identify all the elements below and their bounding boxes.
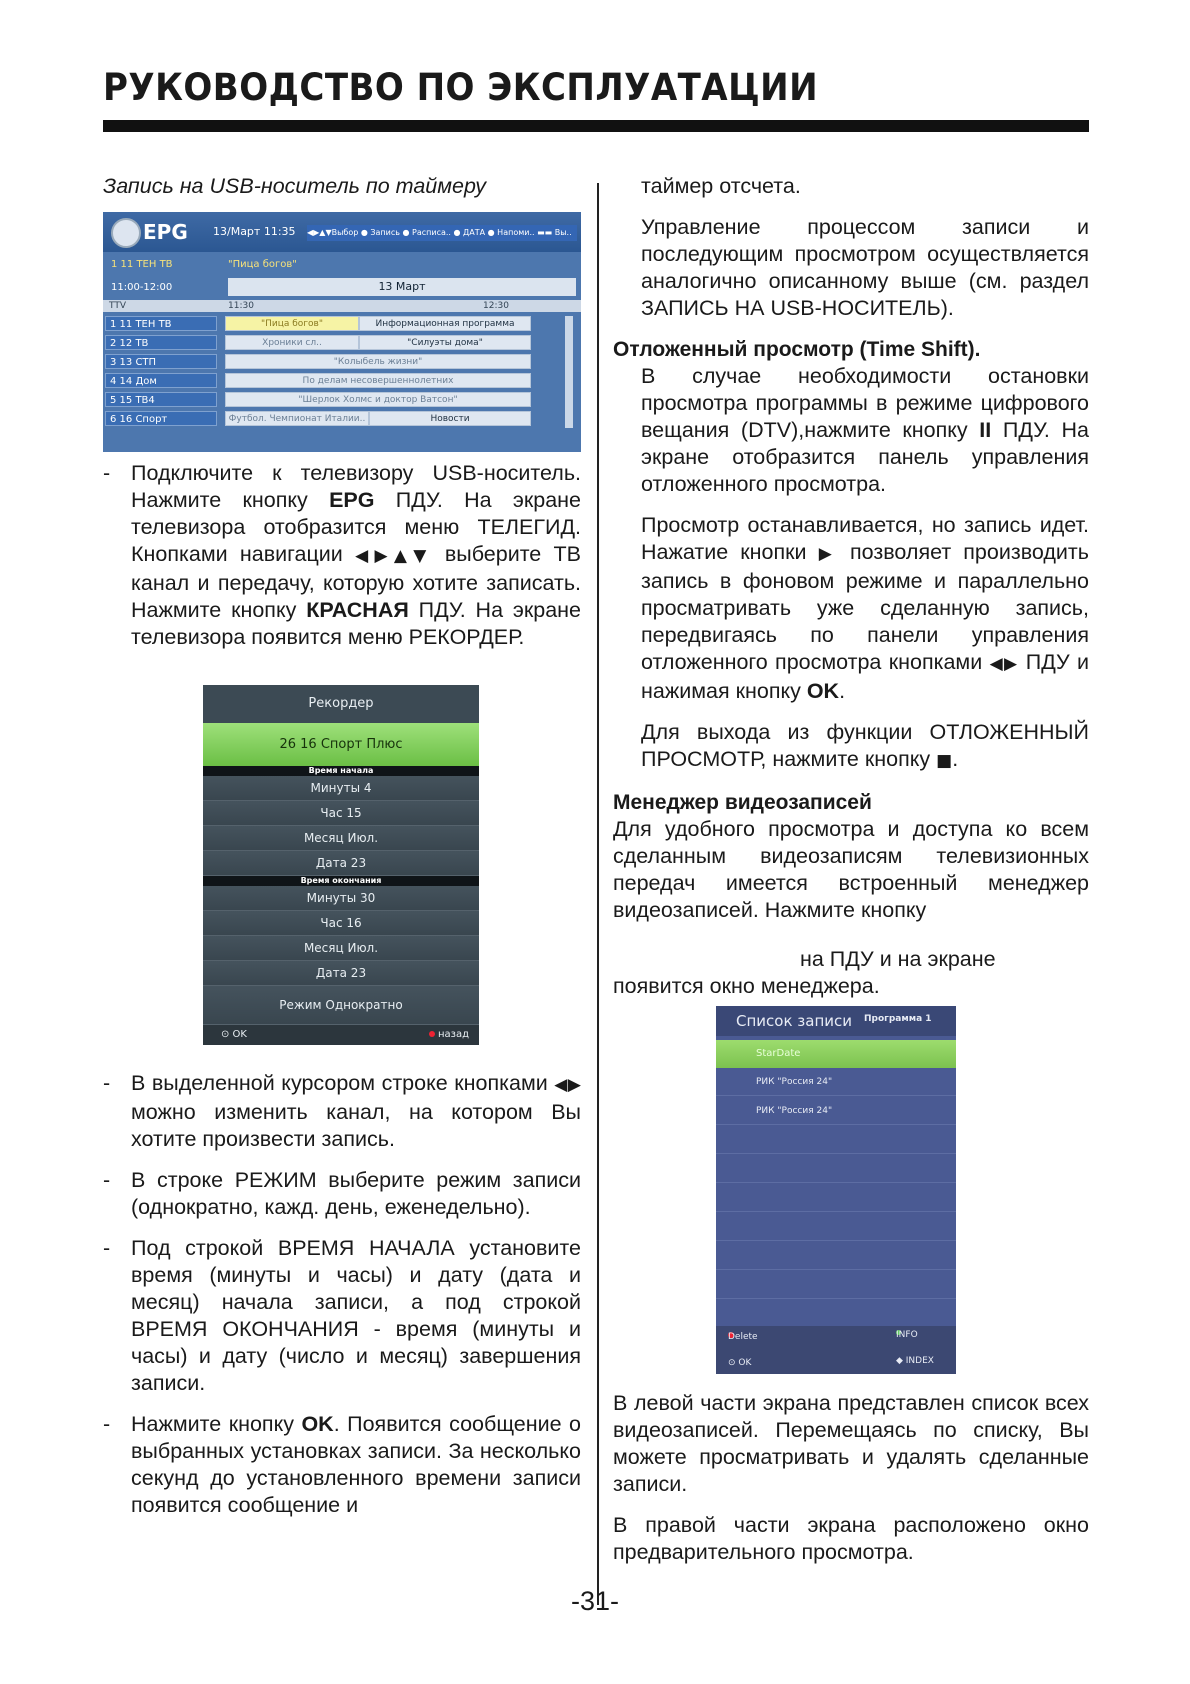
para-timeshift: В случае необходимости остановки просмотра программы в режиме цифрового вещания (DTV),нажмите кнопку II ПДУ. На экране отобразится панель управления отложенного просмотра. <box>641 364 1089 496</box>
record-item[interactable] <box>716 1155 956 1183</box>
right-column-mid <box>613 946 1089 1000</box>
epg-channel[interactable]: 2 12 ТВ <box>105 335 217 350</box>
start-time-label: Время начала <box>203 766 479 776</box>
clock-icon <box>111 218 141 248</box>
record-list-screenshot <box>716 1006 956 1374</box>
recorder-item[interactable]: Дата 23 <box>203 961 479 986</box>
column-divider <box>597 183 599 1605</box>
bullet-time: - Под строкой ВРЕМЯ НАЧАЛА установите время (минуты и часы) и дату (дата и месяц) начала записи, а под строкой ВРЕМЯ ОКОНЧАНИЯ - время (минуты и часы) и дату (число и месяц) завершения записи. <box>103 1236 581 1395</box>
red-dot-icon <box>429 1031 435 1037</box>
title-rule <box>103 120 1089 132</box>
epg-channel[interactable]: 6 16 Спорт <box>105 411 217 426</box>
ok-hint: ⊙ OK <box>728 1358 752 1368</box>
record-item[interactable] <box>716 1126 956 1154</box>
para-exit: Для выхода из функции ОТЛОЖЕННЫЙ ПРОСМОТР, нажмите кнопку ■. <box>641 720 1089 771</box>
heading-timeshift: Отложенный просмотр (Time Shift). <box>613 338 981 361</box>
pause-icon: II <box>979 418 992 442</box>
recorder-item[interactable]: Минуты 4 <box>203 776 479 801</box>
record-list-footer: Delete INFO ⊙ OK ◆ INDEX <box>716 1326 956 1374</box>
stop-icon: ■ <box>936 751 953 771</box>
epg-logo: EPG <box>143 220 188 244</box>
epg-row[interactable] <box>103 411 581 428</box>
para-remote: на ПДУ и на экране <box>800 947 996 971</box>
recorder-item[interactable]: Дата 23 <box>203 851 479 876</box>
record-item[interactable]: StarDate <box>716 1040 956 1068</box>
left-bullets-bottom <box>103 1070 581 1519</box>
right-column-top <box>613 173 1089 924</box>
para-window: появится окно менеджера. <box>613 974 880 998</box>
epg-channel[interactable]: 1 11 ТЕН ТВ <box>105 316 217 331</box>
left-bullets-top <box>103 460 581 651</box>
epg-program[interactable]: Информационная программа <box>359 316 531 331</box>
bullet-channel: - В выделенной курсором строке кнопками ◀▶ можно изменить канал, на котором Вы хотите произвести запись. <box>103 1071 581 1151</box>
record-list-program: Программа 1 <box>864 1014 932 1024</box>
record-item[interactable]: РИК "Россия 24" <box>716 1097 956 1125</box>
bullet-dash: - <box>103 461 111 485</box>
recorder-item[interactable]: Месяц Июл. <box>203 826 479 851</box>
epg-channel[interactable]: 5 15 ТВ4 <box>105 392 217 407</box>
epg-row[interactable] <box>103 354 581 371</box>
epg-row[interactable] <box>103 392 581 409</box>
right-column-bottom <box>613 1390 1089 1566</box>
epg-program[interactable]: "Шерлок Холмс и доктор Ватсон" <box>225 392 531 407</box>
play-icon: ▶ <box>818 544 838 564</box>
scale-right: 12:30 <box>483 301 509 311</box>
para-manager: Для удобного просмотра и доступа ко всем сделанным видеозаписям телевизионных передач имеется встроенный менеджер видеозаписей. Нажмите кнопку <box>613 817 1089 922</box>
epg-datetime: 13/Март 11:35 <box>213 225 296 238</box>
scale-left: TTV <box>109 301 126 311</box>
recorder-channel[interactable]: 26 16 Спорт Плюс <box>203 723 479 766</box>
epg-legend: ◀▶▲▼Выбор ● Запись ● Расписа.. ● ДАТА ● Напоми.. ▬▬ Вы.. <box>307 225 577 241</box>
bullet-connect: - Подключите к телевизору USB-носитель. Нажмите кнопку EPG ПДУ. На экране телевизора отобразится меню ТЕЛЕГИД. Кнопками навигации ◀▶▲▼ выберите ТВ канал и передачу, которую хотите записать. Нажмите кнопку КРАСНАЯ ПДУ. На экране телевизора появится меню РЕКОРДЕР. <box>103 461 582 649</box>
record-list-title: Список записи <box>736 1012 853 1030</box>
left-column <box>103 173 581 200</box>
recorder-title: Рекордер <box>308 696 374 711</box>
recorder-item[interactable]: Месяц Июл. <box>203 936 479 961</box>
left-right-arrows-icon: ◀▶ <box>554 1075 581 1095</box>
recorder-footer <box>203 1025 479 1045</box>
epg-program[interactable]: По делам несовершеннолетних <box>225 373 531 388</box>
record-item[interactable]: РИК "Россия 24" <box>716 1068 956 1096</box>
record-item[interactable] <box>716 1184 956 1212</box>
ok-hint: ⊙ OK <box>221 1029 247 1040</box>
scale-mid: 11:30 <box>228 301 254 311</box>
bullet-ok: - Нажмите кнопку OK. Появится сообщение о выбранных установках записи. За несколько секунд до установленного времени записи появится сообщение и <box>103 1412 581 1517</box>
epg-time-range: 11:00-12:00 <box>111 282 173 293</box>
record-item[interactable] <box>716 1271 956 1299</box>
heading-manager: Менеджер видеозаписей <box>613 791 872 814</box>
epg-program[interactable]: Новости <box>369 411 531 426</box>
back-hint: назад <box>429 1025 469 1045</box>
recorder-item[interactable]: Час 16 <box>203 911 479 936</box>
epg-screenshot <box>103 212 581 452</box>
epg-date-bar: 13 Март <box>228 278 576 296</box>
recorder-item[interactable]: Час 15 <box>203 801 479 826</box>
epg-channel[interactable]: 3 13 СТП <box>105 354 217 369</box>
page-title: РУКОВОДСТВО ПО ЭКСПЛУАТАЦИИ <box>103 66 819 109</box>
para-list: В левой части экрана представлен список всех видеозаписей. Перемещаясь по списку, Вы можете просматривать и удалять сделанные записи. <box>613 1391 1089 1496</box>
epg-info-program: "Пица богов" <box>228 259 297 270</box>
epg-program[interactable]: "Колыбель жизни" <box>225 354 531 369</box>
left-right-arrows-icon: ◀▶ <box>989 654 1019 674</box>
epg-row[interactable] <box>103 373 581 390</box>
section-subtitle: Запись на USB-носитель по таймеру <box>103 174 486 198</box>
index-hint: ◆ INDEX <box>896 1356 934 1366</box>
epg-top-bar <box>103 212 581 252</box>
recorder-mode[interactable]: Режим Однократно <box>203 986 479 1025</box>
record-list-header <box>716 1006 956 1036</box>
para-preview: В правой части экрана расположено окно предварительного просмотра. <box>613 1513 1089 1564</box>
recorder-item[interactable]: Минуты 30 <box>203 886 479 911</box>
epg-time-scale <box>103 300 581 312</box>
epg-program[interactable]: Хроники сл.. <box>225 335 359 350</box>
nav-arrows-icon: ◀▶▲▼ <box>355 546 433 566</box>
epg-row[interactable] <box>103 316 581 333</box>
recorder-screenshot <box>203 685 479 1045</box>
record-item[interactable] <box>716 1213 956 1241</box>
bullet-mode: - В строке РЕЖИМ выберите режим записи (однократно, кажд. день, еженедельно). <box>103 1168 581 1219</box>
epg-program[interactable]: "Силуэты дома" <box>359 335 531 350</box>
para-control: Управление процессом записи и последующим просмотром осуществляется аналогично описанному выше (см. раздел ЗАПИСЬ НА USB-НОСИТЕЛЬ). <box>641 215 1089 320</box>
para-timer: таймер отсчета. <box>641 174 801 198</box>
end-time-label: Время окончания <box>203 876 479 886</box>
epg-row[interactable] <box>103 335 581 352</box>
para-playback: Просмотр останавливается, но запись идет. Нажатие кнопки ▶ позволяет производить запись в фоновом режиме и параллельно просматривать уже сделанную запись, передвигаясь по панели управления отложенного просмотра кнопками ◀▶ ПДУ и нажимая кнопку OK. <box>641 513 1089 703</box>
epg-info-channel: 1 11 ТЕН ТВ <box>111 259 173 270</box>
page-number: -31- <box>570 1586 619 1616</box>
epg-channel[interactable]: 4 14 Дом <box>105 373 217 388</box>
record-item[interactable] <box>716 1242 956 1270</box>
epg-scrollbar[interactable] <box>565 316 573 428</box>
epg-program[interactable]: Футбол. Чемпионат Италии.. <box>225 411 369 426</box>
epg-program[interactable]: "Пица богов" <box>225 316 359 331</box>
